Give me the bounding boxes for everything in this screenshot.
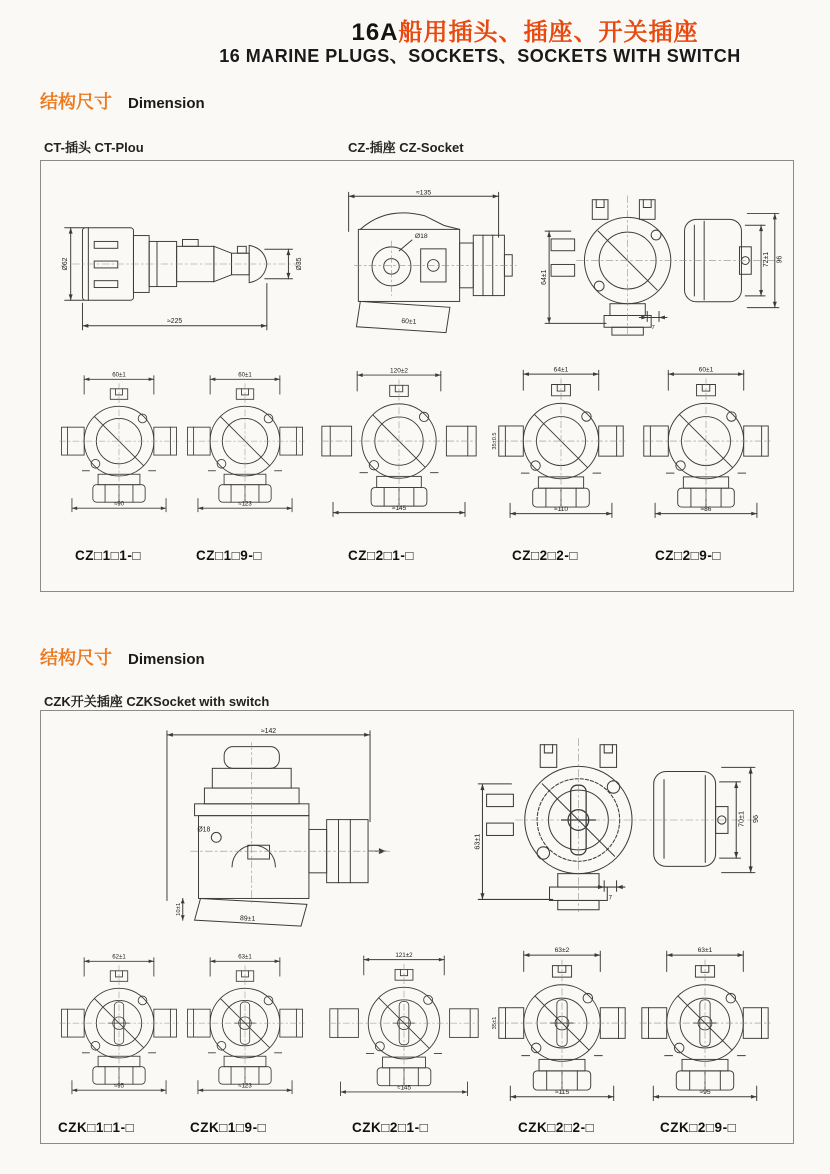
cz-view-1-bottom-dim: ≈90 <box>113 500 125 508</box>
czk-view-4-side-dim: 35±1 <box>491 1016 498 1030</box>
czk-view-3-bottom-dim: ≈145 <box>397 1084 411 1092</box>
czk-view-4 <box>491 940 629 1108</box>
czk-front-view <box>468 722 761 918</box>
czk-side-bottom-dim: 89±1 <box>239 915 256 923</box>
cz-view-4 <box>491 358 627 526</box>
czk-view-2 <box>184 940 306 1108</box>
cz-view-3 <box>320 358 478 526</box>
czk-front-small-dim: 7 <box>608 894 613 902</box>
section1-heading-en: Dimension <box>128 95 205 112</box>
czk-view-1-top-dim: 62±1 <box>112 953 126 961</box>
model-czk-5: CZK□2□9-□ <box>660 1120 737 1135</box>
socket-front-left-dim: 64±1 <box>541 269 549 285</box>
cz-view-5 <box>640 358 772 526</box>
czk-view-5 <box>638 940 772 1108</box>
cz-view-5-top-dim: 60±1 <box>698 366 714 374</box>
czk-view-4-bottom-dim: ≈115 <box>554 1088 570 1096</box>
model-cz-3: CZ□2□1-□ <box>348 548 414 563</box>
czk-view-5-bottom-dim: ≈95 <box>699 1088 711 1096</box>
model-czk-2: CZK□1□9-□ <box>190 1120 267 1135</box>
model-cz-1: CZ□1□1-□ <box>75 548 141 563</box>
czk-side-dia-dim: Ø18 <box>197 826 211 834</box>
section2-heading-en: Dimension <box>128 651 205 668</box>
cz-view-4-bottom-dim: ≈110 <box>553 505 569 513</box>
czk-view-1 <box>58 940 180 1108</box>
model-cz-4: CZ□2□2-□ <box>512 548 578 563</box>
cz-view-5-bottom-dim: ≈86 <box>700 505 712 513</box>
cz-socket-side-view <box>335 186 520 338</box>
czk-front-right-outer-dim: 96 <box>750 814 760 823</box>
section1-heading-cn: 结构尺寸 <box>40 92 112 112</box>
socket-side-dia-dim: Ø18 <box>414 233 428 241</box>
cz-view-3-bottom-dim: ≈145 <box>391 504 407 512</box>
model-cz-5: CZ□2□9-□ <box>655 548 721 563</box>
ct-plug-side-view <box>55 190 310 338</box>
model-cz-2: CZ□1□9-□ <box>196 548 262 563</box>
cz-view-1 <box>58 358 180 526</box>
czk-side-left-dim: 10±1 <box>175 902 182 916</box>
cz-view-2-top-dim: 60±1 <box>238 371 252 379</box>
label-czk-socket: CZK开关插座 CZKSocket with switch <box>44 694 270 709</box>
cz-view-2 <box>184 358 306 526</box>
cz-socket-front-view <box>535 184 785 341</box>
label-ct-plug: CT-插头 CT-Plou <box>44 140 144 155</box>
czk-view-2-top-dim: 63±1 <box>238 953 252 961</box>
czk-view-3 <box>328 940 480 1108</box>
model-czk-1: CZK□1□1-□ <box>58 1120 135 1135</box>
section1-heading <box>40 88 205 114</box>
socket-front-small-dim: 7 <box>651 325 655 332</box>
cz-view-3-top-dim: 120±2 <box>389 367 409 375</box>
section2-heading-cn: 结构尺寸 <box>40 648 112 668</box>
czk-side-view <box>145 723 392 930</box>
czk-front-left-dim: 63±1 <box>472 833 482 850</box>
cz-view-2-bottom-dim: ≈123 <box>238 500 252 508</box>
socket-side-width-dim: ≈135 <box>416 189 432 197</box>
socket-side-bottom-dim: 60±1 <box>401 317 417 326</box>
plug-dia-tip-dim: Ø35 <box>296 257 304 271</box>
model-czk-4: CZK□2□2-□ <box>518 1120 595 1135</box>
socket-front-right-inner-dim: 72±1 <box>762 251 770 268</box>
page-title-cn: 船用插头、插座、开关插座 <box>398 19 699 46</box>
plug-dia-body-dim: Ø62 <box>61 257 69 271</box>
cz-view-1-top-dim: 60±1 <box>112 371 126 379</box>
section2-heading <box>40 644 205 670</box>
page-subtitle: 16 MARINE PLUGS、SOCKETS、SOCKETS WITH SWITCH <box>219 46 741 66</box>
cz-view-4-side-dim: 35±0.5 <box>491 432 498 450</box>
czk-view-2-bottom-dim: ≈123 <box>238 1082 252 1090</box>
socket-front-right-outer-dim: 96 <box>776 255 784 264</box>
czk-side-width-dim: ≈142 <box>260 727 277 735</box>
page-title-prefix: 16A <box>351 19 399 46</box>
czk-view-5-top-dim: 63±1 <box>697 947 713 955</box>
cz-view-4-top-dim: 64±1 <box>553 366 569 374</box>
czk-view-1-bottom-dim: ≈95 <box>113 1082 125 1090</box>
plug-length-dim: ≈225 <box>167 317 183 325</box>
label-cz-socket: CZ-插座 CZ-Socket <box>348 140 464 155</box>
czk-front-right-inner-dim: 70±1 <box>736 810 746 827</box>
model-czk-3: CZK□2□1-□ <box>352 1120 429 1135</box>
czk-view-3-top-dim: 121±2 <box>395 951 413 959</box>
czk-view-4-top-dim: 63±2 <box>554 947 570 955</box>
